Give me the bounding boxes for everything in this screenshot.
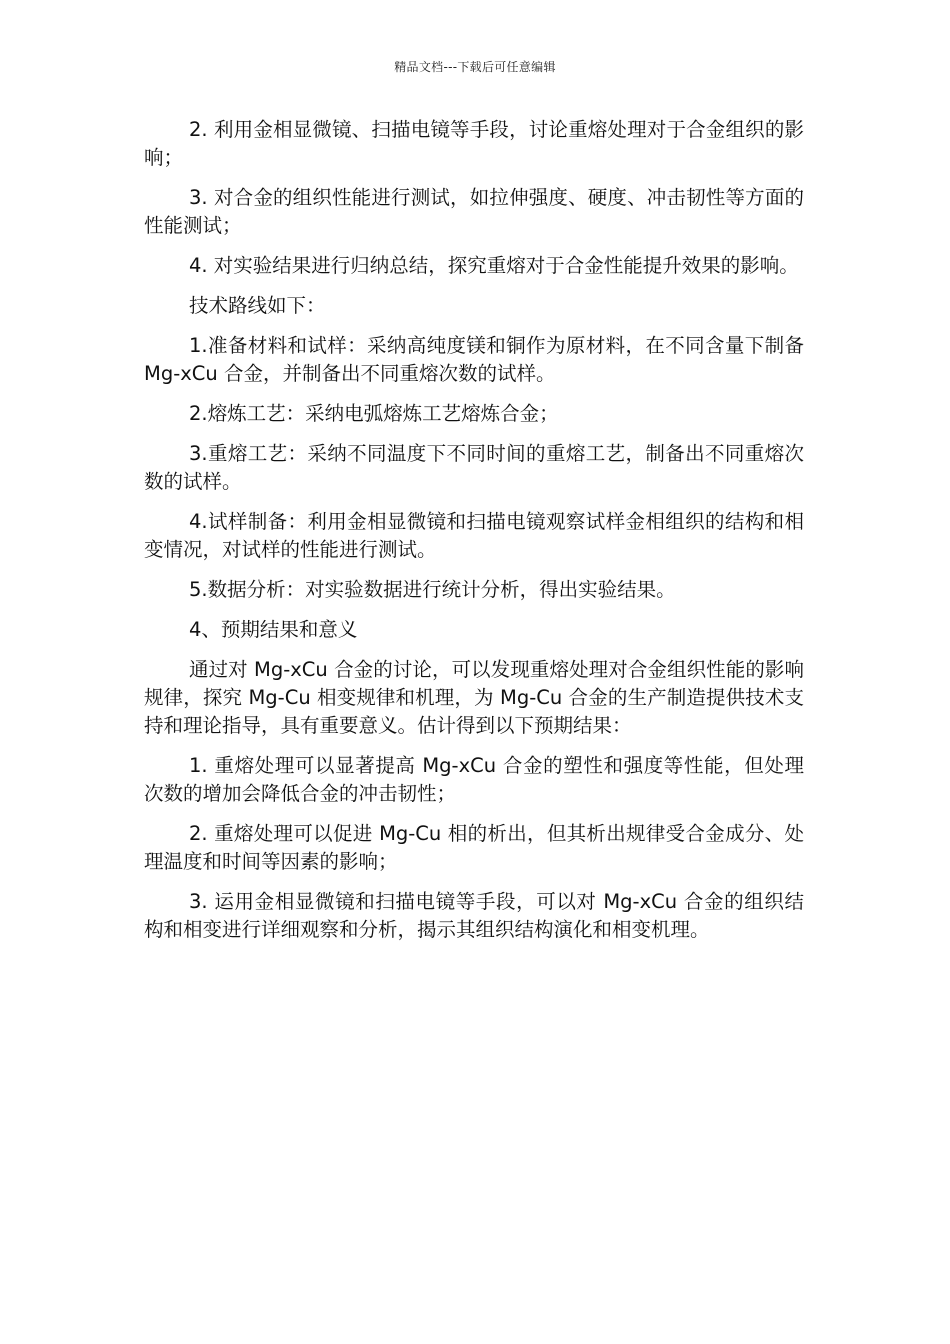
paragraph-expected-intro: 通过对 Mg-xCu 合金的讨论，可以发现重熔处理对合金组织性能的影响规律，探究 Mg-Cu 相变规律和机理，为 Mg-Cu 合金的生产制造提供技术支持和理论指导，具有重要意义。估计得到以下预期结果： (144, 658, 804, 737)
paragraph-objective-4: 4. 对实验结果进行归纳总结，探究重熔对于合金性能提升效果的影响。 (189, 254, 799, 277)
page-header: 精品文档---下载后可任意编辑 (394, 60, 556, 74)
paragraph-route-step-1: 1.准备材料和试样：采纳高纯度镁和铜作为原材料，在不同含量下制备 Mg-xCu 合金，并制备出不同重熔次数的试样。 (144, 334, 804, 385)
paragraph-route-step-2: 2.熔炼工艺：采纳电弧熔炼工艺熔炼合金； (189, 402, 559, 425)
paragraph-route-step-3: 3.重熔工艺：采纳不同温度下不同时间的重熔工艺，制备出不同重熔次数的试样。 (144, 442, 804, 493)
paragraph-route-heading: 技术路线如下： (189, 294, 326, 317)
paragraph-expected-3: 3. 运用金相显微镜和扫描电镜等手段，可以对 Mg-xCu 合金的组织结构和相变进行详细观察和分析，揭示其组织结构演化和相变机理。 (144, 890, 804, 941)
paragraph-expected-2: 2. 重熔处理可以促进 Mg-Cu 相的析出，但其析出规律受合金成分、处理温度和时间等因素的影响； (144, 822, 804, 873)
document-body (144, 116, 804, 956)
paragraph-objective-2: 2. 利用金相显微镜、扫描电镜等手段，讨论重熔处理对于合金组织的影响； (144, 118, 804, 169)
section-heading-expected-results: 4、预期结果和意义 (189, 618, 358, 641)
paragraph-route-step-4: 4.试样制备：利用金相显微镜和扫描电镜观察试样金相组织的结构和相变情况，对试样的性能进行测试。 (144, 510, 804, 561)
paragraph-expected-1: 1. 重熔处理可以显著提高 Mg-xCu 合金的塑性和强度等性能，但处理次数的增加会降低合金的冲击韧性； (144, 754, 804, 805)
paragraph-objective-3: 3. 对合金的组织性能进行测试，如拉伸强度、硬度、冲击韧性等方面的性能测试； (144, 186, 804, 237)
paragraph-route-step-5: 5.数据分析：对实验数据进行统计分析，得出实验结果。 (189, 578, 676, 601)
